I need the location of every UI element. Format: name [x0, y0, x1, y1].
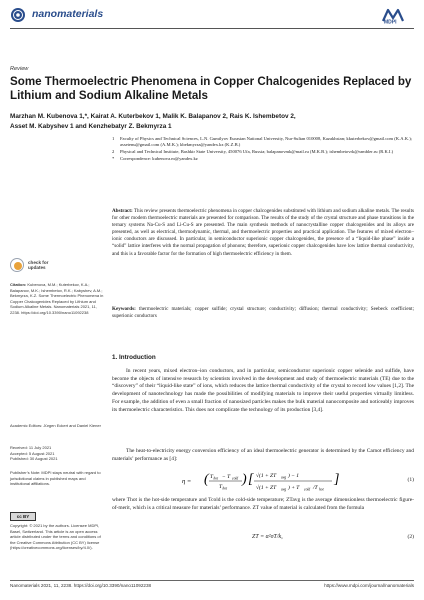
- svg-text:avg: avg: [281, 487, 287, 492]
- journal-name[interactable]: nanomaterials: [32, 8, 104, 20]
- section-heading: 1. Introduction: [112, 354, 156, 361]
- svg-text:]: ]: [334, 472, 340, 487]
- article-type: Review: [10, 66, 29, 72]
- header-rule: [10, 28, 414, 29]
- keywords-label: Keywords:: [112, 306, 136, 312]
- journal-header: [10, 6, 414, 26]
- equation-1: [112, 468, 414, 494]
- citation-label: Citation:: [10, 282, 27, 287]
- check-for-updates-button[interactable]: [10, 258, 70, 276]
- svg-text:) − 1: ) − 1: [288, 473, 300, 479]
- published-date: Published: 30 August 2021: [10, 456, 58, 461]
- svg-text:cold: cold: [232, 476, 239, 481]
- equation-1-formula: [182, 468, 352, 494]
- svg-text:hot: hot: [222, 486, 228, 491]
- abstract-label: Abstract:: [112, 208, 133, 214]
- author-line: Asset M. Kabyshev 1 and Kenzhebatyr Z. Bekmyrza 1: [10, 123, 172, 130]
- equation-2-formula: ZT = α²σT/k,: [252, 534, 283, 540]
- svg-text:[: [: [248, 472, 254, 487]
- author-line: Marzhan M. Kubenova 1,*, Kairat A. Kuterbekov 1, Malik K. Balapanov 2, Rais K. Ishembetov 2,: [10, 113, 296, 120]
- author-list: [10, 112, 414, 132]
- svg-text:) + T: ) + T: [288, 485, 300, 491]
- academic-editors: Academic Editors: Jürgen Eckert and Daniel Kiener: [10, 423, 101, 428]
- article-title: Some Thermoelectric Phenomena in Copper Chalcogenides Replaced by Lithium and Sodium Alkaline Metals: [10, 75, 412, 102]
- svg-text:/T: /T: [313, 485, 318, 491]
- publisher-note: Publisher’s Note: MDPI stays neutral with regard to jurisdictional claims in published maps and institutional affiliations.: [10, 470, 101, 486]
- affiliation-number: *: [112, 156, 115, 162]
- abstract-text: This review presents thermoelectric phenomena in copper chalcogenides substituted with lithium and sodium alkaline metals. The results for other modern thermoelectric materials are presented for comparison. The results of the study of the crystal structure and phase transitions in the ternary systems Na-Cu-S and Li-Cu-S are presented. The main synthesis methods of nanocrystalline copper chalcogenides and its alloys are presented, as well as electrical, thermodynamic, thermal, and thermoelectric properties and practical application. The features of mixed electron–ionic conductors are discussed. In particular, in semiconductor superionic copper chalcogenides, the presence of a “liquid-like phase” inside a “solid” lattice interferes with the normal propagation of phonons; therefore, superionic copper chalcogenides have low lattice thermal conductivity, and this is a favorable factor for the formation of high thermoelectric efficiency in them.: [112, 208, 414, 257]
- svg-text:(: (: [204, 472, 209, 487]
- svg-text:√(1 + ZT: √(1 + ZT: [256, 485, 277, 491]
- citation-text[interactable]: Kubenova, M.M.; Kuterbekov, K.A.; Balapanov, M.K.; Ishembetov, R.K.; Kabyshev, A.M.; Bekmyrza, K.Z. Some Thermoelectric Phenomena in Copper Chalcogenides Replaced by Lithium and Sodium Alkaline Metals. Nanomaterials 2021, 11, 2238. https://doi.org/10.3390/nano11092238: [10, 282, 104, 315]
- journal-logo-icon: [10, 7, 26, 23]
- svg-text:avg: avg: [281, 475, 287, 480]
- publisher-name: MDPI: [384, 19, 397, 24]
- affiliation-text: Correspondence: kubenova.m@yandex.kz: [120, 156, 198, 162]
- intro-paragraph-2: The heat-to-electricity energy conversion efficiency of an ideal thermoelectric generator is determined by the Carnot efficiency and materials’ performance as [4]:: [112, 448, 414, 462]
- affiliation-number: 1: [112, 136, 115, 141]
- keywords: [112, 306, 414, 320]
- check-updates-label: check for updates: [28, 260, 49, 271]
- abstract: [112, 208, 414, 258]
- mdpi-logo-icon[interactable]: [380, 6, 414, 24]
- intro-paragraph-3: where Thot is the hot-side temperature and Tcold is the cold-side temperature; ZTavg is the average dimensionless thermoelectric figure-of-merit, which is a critical measure for materials’ performance. ZT value of material is calculated from the formula: [112, 497, 414, 511]
- svg-text:− T: − T: [222, 474, 231, 480]
- check-updates-icon: [10, 258, 24, 272]
- equation-2: [112, 534, 414, 544]
- equation-1-number: (1): [407, 477, 414, 483]
- svg-text:T: T: [219, 484, 223, 490]
- svg-text:): ): [242, 472, 247, 487]
- footer-rule: [10, 580, 414, 581]
- cc-license-badge[interactable]: cc BY: [10, 512, 36, 521]
- affiliation-text: Physical and Technical Institute, Bashkir State University, 450076 Ufa, Russia; balapanovmk@mail.ru (M.K.B.); ishembetovrk@rambler.ru (R.K.I.): [120, 149, 394, 155]
- svg-text:η =: η =: [182, 478, 192, 485]
- affiliations: [112, 136, 412, 162]
- svg-text:T: T: [210, 474, 214, 480]
- affiliation-number: 2: [112, 149, 115, 155]
- svg-text:cold: cold: [304, 487, 311, 492]
- affiliation-text: Faculty of Physics and Technical Sciences, L.N. Gumilyov Eurasian National University, Nur-Sultan 010008, Kazakhstan; kkuterbekov@gmail.com (K.A.K.); assetenu@gmail.com (A.M.K.); kbekmyrza@yandex.kz (K.Z.B.): [120, 136, 413, 148]
- affiliation-item: [112, 156, 412, 162]
- svg-text:hot: hot: [213, 476, 219, 481]
- svg-text:√(1 + ZT: √(1 + ZT: [256, 473, 277, 479]
- affiliation-item: [112, 136, 412, 148]
- footer-citation[interactable]: Nanomaterials 2021, 11, 2238. https://doi.org/10.3390/nano11092238: [10, 583, 152, 588]
- publication-dates: [10, 445, 106, 462]
- intro-paragraph-1: In recent years, mixed electron–ion conductors, and in particular, semiconductor superionic copper selenide and sulfide, have become the objects of intensive research by scientists involved in the development and study of thermoelectric materials (TE) due to the “discovery” of their “liquid-like state” of ions, which reduces the lattice thermal conductivity of the crystal to record low values [1,2]. The development of nanotechnology has made the possibilities of modifying materials to improve their useful properties virtually limitless. For example, the addition of even a small fraction of nanosized particles makes the bulk material nanocomposite and noticeably improves its thermoelectric characteristics. This does not complicate the technology of its production [3,4].: [112, 368, 414, 413]
- copyright-notice: Copyright: © 2021 by the authors. Licensee MDPI, Basel, Switzerland. This article is an open access article distributed under the terms and conditions of the Creative Commons Attribution (CC BY) license (https://creativecommons.org/licenses/by/4.0/).: [10, 523, 101, 550]
- equation-2-number: (2): [407, 534, 414, 540]
- keywords-text: thermoelectric materials; copper sulfide; crystal structure; conductivity; diffusion; thermal conductivity; Seebeck coefficient; superionic conductors: [112, 306, 414, 320]
- footer-journal-link[interactable]: https://www.mdpi.com/journal/nanomaterials: [324, 583, 414, 588]
- accepted-date: Accepted: 5 August 2021: [10, 450, 55, 456]
- affiliation-item: [112, 149, 412, 155]
- received-date: Received: 11 July 2021: [10, 445, 52, 450]
- svg-text:hot: hot: [319, 487, 324, 492]
- citation: [10, 282, 106, 315]
